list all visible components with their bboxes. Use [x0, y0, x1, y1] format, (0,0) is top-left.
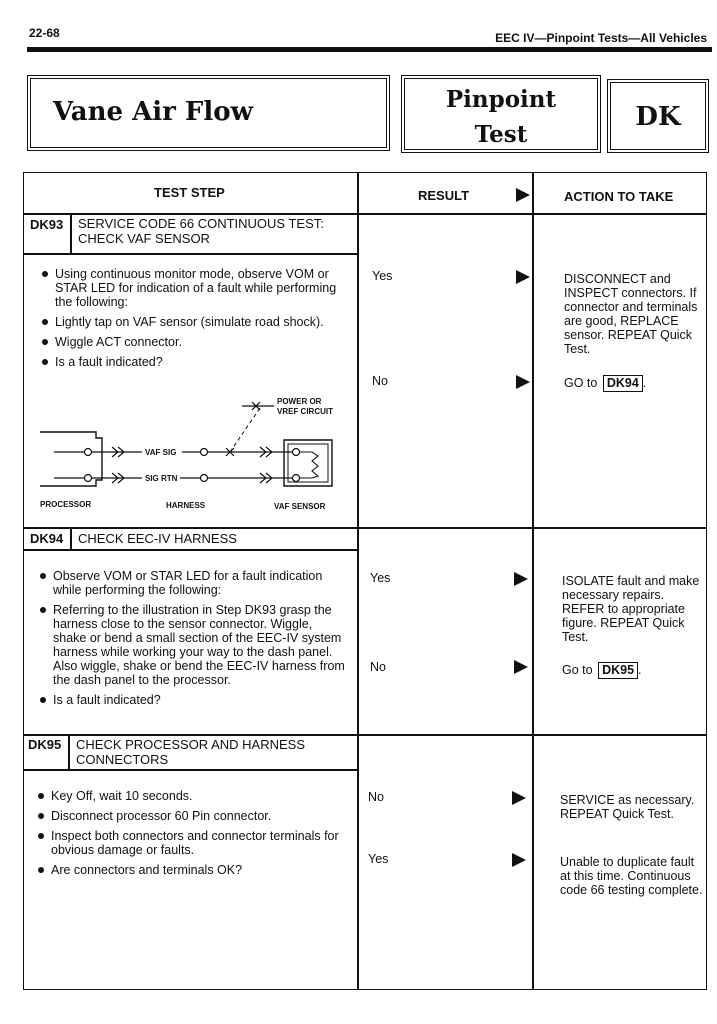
bullet-item: Lightly tap on VAF sensor (simulate road shock).	[40, 315, 345, 329]
step-id: DK94	[30, 531, 64, 546]
step-bullets	[40, 267, 345, 375]
bullet-item: Referring to the illustration in Step DK93 grasp the harness close to the sensor connector. Wiggle, shake or bend a small section of the EEC-IV system harness while working your way to the dash panel. Also wiggle, shake or bend the EEC-IV harness from the dash panel to the processor.	[38, 603, 348, 687]
test-code: DK	[635, 102, 681, 132]
bullet-item: Key Off, wait 10 seconds.	[36, 789, 346, 803]
sig-rtn-label: SIG RTN	[145, 474, 178, 483]
action-goto: Go to DK95 .	[562, 663, 642, 677]
action-text: DISCONNECT and INSPECT connectors. If connector and terminals are good, REPLACE sensor. REPEAT Quick Test.	[564, 272, 698, 356]
vref-label: VREF CIRCUIT	[277, 407, 333, 416]
divider-result	[357, 172, 359, 990]
step-header-divider	[23, 769, 357, 771]
action-text: SERVICE as necessary. REPEAT Quick Test.	[560, 793, 695, 821]
bullet-item: Wiggle ACT connector.	[40, 335, 345, 349]
result-value: No	[372, 374, 388, 388]
power-label: POWER OR	[277, 397, 322, 406]
page-number: 22-68	[29, 26, 60, 40]
bullet-item: Observe VOM or STAR LED for a fault indication while performing the following:	[38, 569, 348, 597]
step-title: CHECK PROCESSOR AND HARNESS CONNECTORS	[76, 737, 305, 767]
result-value: No	[368, 790, 384, 804]
arrow-icon	[514, 572, 528, 586]
vaf-sig-label: VAF SIG	[145, 448, 177, 457]
step-divider	[23, 734, 707, 736]
step-title: SERVICE CODE 66 CONTINUOUS TEST: CHECK VAF SENSOR	[78, 216, 324, 246]
goto-step-link[interactable]: DK95	[598, 662, 638, 679]
test-label: Test	[474, 121, 528, 148]
test-code-box	[610, 82, 706, 150]
pinpoint-label: Pinpoint	[445, 86, 557, 113]
action-label: GO to	[564, 376, 598, 390]
action-goto: GO to DK94 .	[564, 376, 647, 390]
step-id-divider	[68, 734, 70, 770]
result-value: No	[370, 660, 386, 674]
step-header-divider	[23, 549, 357, 551]
arrow-icon	[512, 853, 526, 867]
result-value: Yes	[372, 269, 393, 283]
step-id-divider	[70, 527, 72, 550]
result-value: Yes	[370, 571, 391, 585]
step-header-divider	[23, 253, 357, 255]
pinpoint-test-box	[404, 78, 598, 150]
divider-action	[532, 172, 534, 990]
bullet-item: Is a fault indicated?	[40, 355, 345, 369]
step-id: DK95	[28, 737, 62, 752]
vaf-sensor-label: VAF SENSOR	[274, 502, 326, 511]
header-rule	[27, 47, 712, 52]
bullet-item: Using continuous monitor mode, observe VOM or STAR LED for indication of a fault while performing the following:	[40, 267, 345, 309]
arrow-icon	[512, 791, 526, 805]
section-title: EEC IV—Pinpoint Tests—All Vehicles	[495, 31, 707, 45]
step-divider	[23, 527, 707, 529]
bullet-item: Are connectors and terminals OK?	[36, 863, 346, 877]
step-bullets	[38, 569, 348, 713]
bullet-item: Inspect both connectors and connector terminals for obvious damage or faults.	[36, 829, 346, 857]
column-result: RESULT	[418, 188, 470, 203]
step-bullets	[36, 789, 346, 883]
bullet-item: Disconnect processor 60 Pin connector.	[36, 809, 346, 823]
action-text: ISOLATE fault and make necessary repairs. REFER to appropriate figure. REPEAT Quick Test.	[562, 574, 700, 644]
circuit-diagram	[36, 396, 346, 516]
column-action: ACTION TO TAKE	[564, 189, 674, 204]
test-title-box	[30, 78, 387, 148]
step-title: CHECK EEC-IV HARNESS	[78, 531, 237, 546]
step-id-divider	[70, 213, 72, 254]
bullet-item: Is a fault indicated?	[38, 693, 348, 707]
action-text: Unable to duplicate fault at this time. Continuous code 66 testing complete.	[560, 855, 703, 897]
goto-step-link[interactable]: DK94	[603, 375, 643, 392]
action-label: Go to	[562, 663, 593, 677]
harness-label: HARNESS	[166, 501, 206, 510]
arrow-icon	[516, 270, 530, 284]
test-title: Vane Air Flow	[53, 97, 253, 127]
column-test-step: TEST STEP	[154, 185, 225, 200]
arrow-icon	[514, 660, 528, 674]
header-divider	[23, 213, 707, 215]
step-id: DK93	[30, 217, 64, 232]
arrow-icon	[516, 188, 530, 202]
processor-label: PROCESSOR	[40, 500, 92, 509]
arrow-icon	[516, 375, 530, 389]
result-value: Yes	[368, 852, 389, 866]
